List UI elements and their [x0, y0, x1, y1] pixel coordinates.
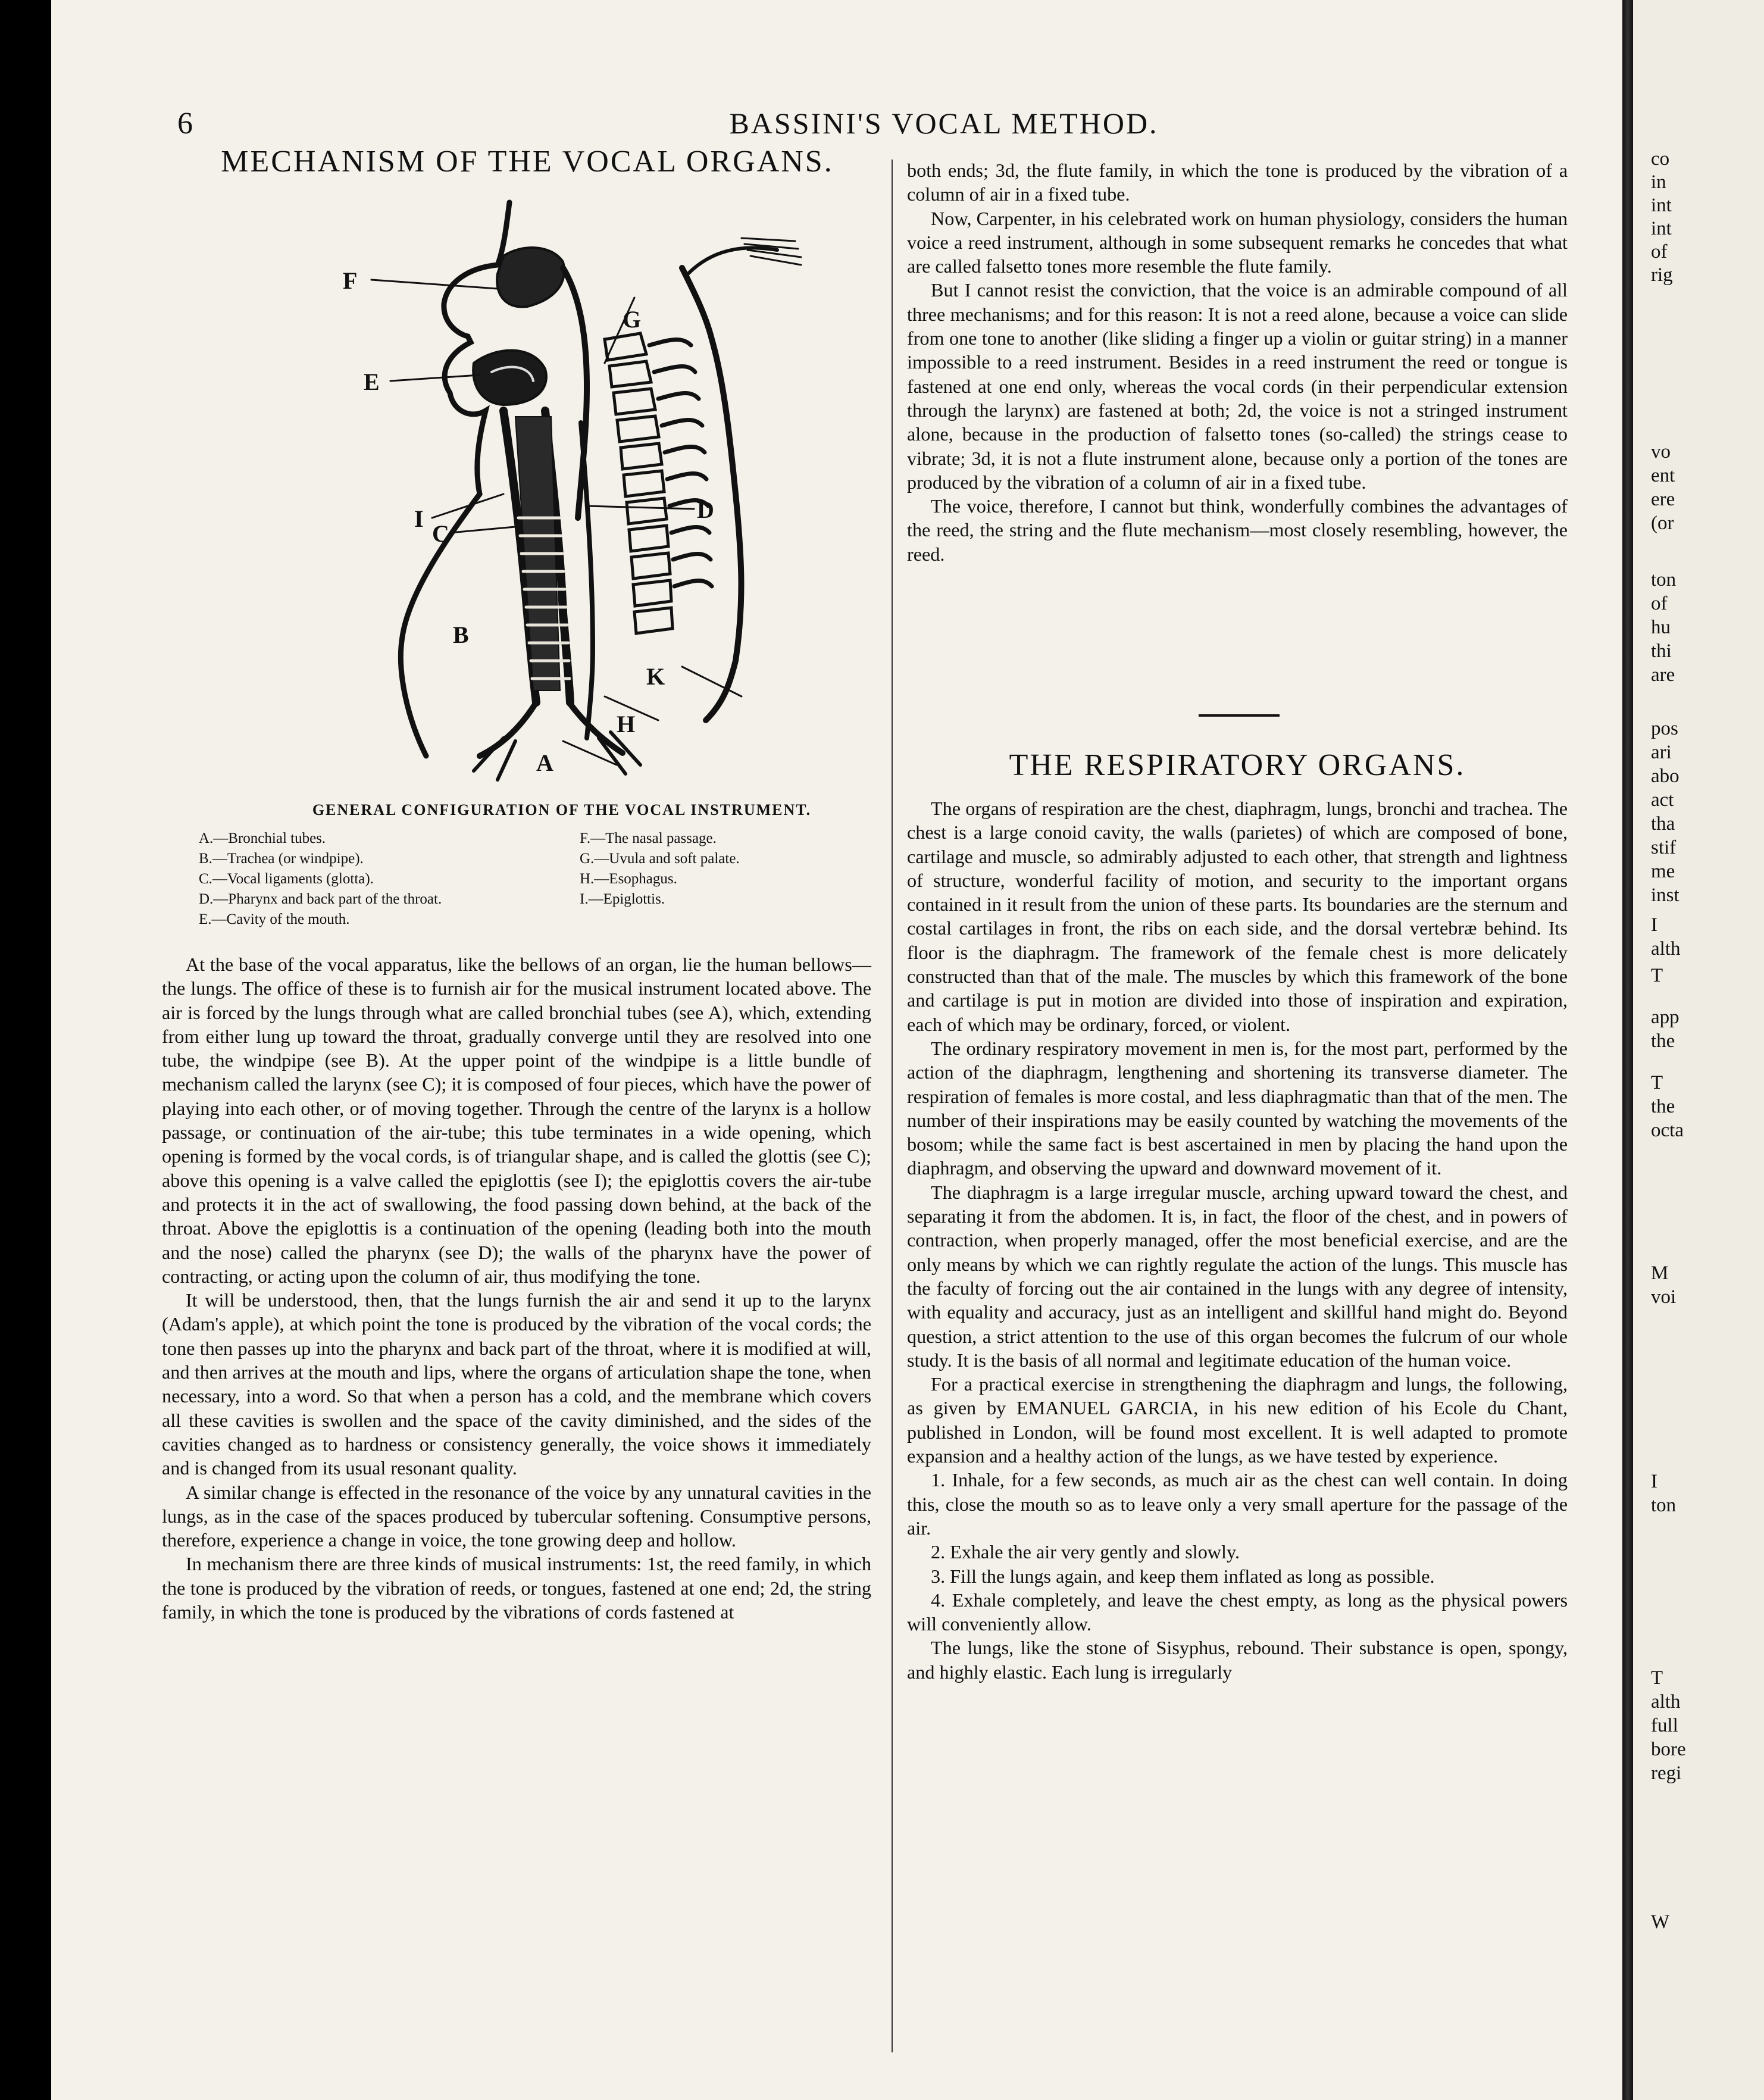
fragment: T — [1651, 1667, 1663, 1689]
running-head: BASSINI'S VOCAL METHOD. — [729, 107, 1159, 140]
paragraph: The diaphragm is a large irregular muscle, arching upward toward the chest, and separating it from the abdomen. It is, in fact, the floor of the chest, and in powers of contraction, when properly managed, offer the most beneficial exercise, and are the only means by which we can rightly regulate the action of the lungs. This muscle has the faculty of forcing out the air contained in the lungs with any degree of intensity, with equality and accuracy, just as an intelligent and skillful hand might do. Beyond question, a strict attention to the use of this organ becomes the fulcrum of our whole study. It is the basis of all normal and legitimate education of the human voice. — [907, 1181, 1568, 1371]
vocal-organs-illustration — [325, 185, 861, 786]
fragment: (or — [1651, 512, 1674, 534]
vocal-organs-figure — [325, 185, 861, 786]
page-number: 6 — [177, 107, 193, 140]
paragraph: 1. Inhale, for a few seconds, as much air as the chest can well contain. In doing this, close the mouth so as to leave only a very small aperture for the passage of the air. — [907, 1469, 1568, 1539]
fragment: I — [1651, 1471, 1657, 1492]
fragment: pos — [1651, 718, 1678, 739]
paragraph: In mechanism there are three kinds of musical instruments: 1st, the reed family, in which the tone is produced by the vibration of reeds, or tongues, fastened at one end; 2d, the string family, in which the tone is produced by the vibrations of cords fastened at — [162, 1553, 871, 1623]
paragraph: 3. Fill the lungs again, and keep them inflated as long as possible. — [931, 1565, 1435, 1587]
paragraph: Now, Carpenter, in his celebrated work on human physiology, considers the human voice a reed instrument, although in some subsequent remarks he concedes that what are called falsetto tones more resemble the flute family. — [907, 207, 1568, 277]
fragment: int — [1651, 195, 1672, 216]
legend-item: D.—Pharynx and back part of the throat. — [199, 891, 442, 907]
fragment: I — [1651, 914, 1657, 936]
right-column-lower-text — [907, 796, 1568, 1684]
fragment: hu — [1651, 617, 1671, 638]
figure-legend-right — [580, 829, 740, 910]
fragment: int — [1651, 218, 1672, 239]
legend-item: A.—Bronchial tubes. — [199, 830, 326, 846]
legend-item: C.—Vocal ligaments (glotta). — [199, 871, 374, 887]
fragment: me — [1651, 861, 1675, 882]
adjacent-page-edge — [1633, 0, 1764, 2100]
fragment: M — [1651, 1262, 1669, 1284]
figure-label-h: H — [617, 711, 636, 738]
paragraph: A similar change is effected in the resonance of the voice by any unnatural cavities in the lungs, as in the case of the spaces produced by tubercular softening. Consumptive persons, therefore, experience a change in voice, the tone growing deep and hollow. — [162, 1481, 871, 1551]
fragment: in — [1651, 171, 1666, 193]
paragraph: The ordinary respiratory movement in men is, for the most part, performed by the action of the diaphragm, lengthening and shortening its transverse diameter. The respiration of females is more costal, and less diaphragmatic than that of the men. The number of their inspirations may be easily counted by watching the movements of the bosom; while the same fact is best ascertained in men by placing the hand upon the diaphragm, and observing the upward and downward movement of it. — [907, 1037, 1568, 1179]
figure-label-g: G — [623, 306, 642, 333]
fragment: T — [1651, 1072, 1663, 1093]
figure-label-f: F — [343, 267, 358, 294]
fragment: ent — [1651, 465, 1675, 486]
paragraph: It will be understood, then, that the lungs furnish the air and send it up to the larynx (Adam's apple), at which point the tone is produced by the vibration of the vocal cords; the tone then passes up into the pharynx and back part of the throat, where it is modified at will, and then arrives at the mouth and lips, where the organs of articulation shape the tone, when necessary, into a word. So that when a person has a cold, and the membrane which covers all these cavities is swollen and the space of the cavity diminished, and the sides of the cavities changed as to hardness or consistency generally, the voice shows it immediately and is changed from its usual resonant quality. — [162, 1289, 871, 1479]
paragraph: 2. Exhale the air very gently and slowly. — [931, 1541, 1240, 1563]
fragment: regi — [1651, 1762, 1682, 1784]
section-title-mechanism: MECHANISM OF THE VOCAL ORGANS. — [221, 145, 834, 179]
fragment: T — [1651, 965, 1663, 986]
fragment: the — [1651, 1096, 1675, 1117]
paragraph: The lungs, like the stone of Sisyphus, rebound. Their substance is open, spongy, and highly elastic. Each lung is irregularly — [907, 1637, 1568, 1683]
fragment: of — [1651, 241, 1668, 262]
legend-item: G.—Uvula and soft palate. — [580, 851, 740, 867]
fragment: of — [1651, 593, 1668, 614]
fragment: ton — [1651, 569, 1677, 590]
fragment: thi — [1651, 640, 1672, 662]
figure-legend-left — [199, 829, 442, 930]
figure-label-i: I — [414, 505, 424, 532]
legend-item: E.—Cavity of the mouth. — [199, 911, 350, 927]
paragraph: 4. Exhale completely, and leave the chest empty, as long as the physical powers will conveniently allow. — [907, 1589, 1568, 1635]
paragraph: The voice, therefore, I cannot but think, wonderfully combines the advantages of the reed, the string and the flute mechanism—most closely resembling, however, the reed. — [907, 495, 1568, 565]
legend-item: F.—The nasal passage. — [580, 830, 717, 846]
fragment: co — [1651, 148, 1670, 170]
fragment: bore — [1651, 1739, 1686, 1760]
paragraph: The organs of respiration are the chest, diaphragm, lungs, bronchi and trachea. The chest is a large conoid cavity, the walls (parietes) of which are composed of bone, cartilage and muscle, so admirably adjusted to each other, that strength and lightness of structure, wonderful facility of motion, and security to the important organs contained in it result from the union of these parts. Its boundaries are the sternum and costal cartilages in front, the ribs on each side, and the dorsal vertebræ behind. Its floor is the diaphragm. The framework of the female chest is more delicately constructed than that of the male. The muscles by which this framework of the bone and cartilage is put in motion are divided into those of inspiration and expiration, each of which may be ordinary, forced, or violent. — [907, 798, 1568, 1035]
fragment: W — [1651, 1911, 1670, 1933]
fragment: ton — [1651, 1495, 1677, 1516]
fragment: ari — [1651, 742, 1672, 763]
section-divider — [1199, 714, 1280, 717]
fragment: rig — [1651, 264, 1673, 286]
figure-caption: GENERAL CONFIGURATION OF THE VOCAL INSTRUMENT. — [312, 801, 812, 818]
fragment: full — [1651, 1715, 1678, 1736]
fragment: ere — [1651, 489, 1675, 510]
right-column-upper-text — [907, 158, 1568, 566]
fragment: abo — [1651, 765, 1679, 787]
figure-label-a: A — [536, 749, 553, 776]
fragment: inst — [1651, 885, 1679, 906]
fragment: octa — [1651, 1120, 1684, 1141]
paragraph: But I cannot resist the conviction, that the voice is an admirable compound of all three mechanisms; and for this reason: It is not a reed alone, because a voice can slide from one tone to another (like sliding a finger up a violin or guitar string) in a manner impossible to a reed instrument. Besides in a reed instrument the reed or tongue is fastened at one end only, whereas the vocal cords (in their perpendicular extension through the larynx) are fastened at both; 2d, the voice is not a stringed instrument alone, because in the production of falsetto tones (so-called) the strings cease to vibrate; 3d, it is not a flute instrument alone, because only a portion of the tones are produced by the vibration of a column of air in a fixed tube. — [907, 279, 1568, 493]
left-column-text — [162, 952, 871, 1624]
fragment: alth — [1651, 938, 1681, 960]
paragraph: At the base of the vocal apparatus, like the bellows of an organ, lie the human bellows—the lungs. The office of these is to furnish air for the musical instrument located above. The air is forced by the lungs through what are called bronchial tubes (see A), which, extending from either lung up toward the throat, gradually converge until they are resolved into one tube, the windpipe (see B). At the upper point of the windpipe is a little bundle of mechanism called the larynx (see C); it is composed of four pieces, which have the power of playing into each other, or of moving together. Through the centre of the larynx is a hollow passage, or continuation of the air-tube; this tube terminates in a wide opening, which opening is formed by the vocal cords, is of triangular shape, and is called the glottis (see C); above this opening is a valve called the epiglottis (see I); the epiglottis covers the air-tube and protects it in the act of swallowing, the food passing down behind, at the back of the throat. Above the epiglottis is a continuation of the opening (leading both into the mouth and the nose) called the pharynx (see D); the walls of the pharynx have the power of contracting, or acting upon the column of air, thus modifying the tone. — [162, 954, 871, 1287]
paragraph: both ends; 3d, the flute family, in which the tone is produced by the vibration of a column of air in a fixed tube. — [907, 160, 1568, 205]
fragment: voi — [1651, 1286, 1677, 1308]
section-title-respiratory: THE RESPIRATORY ORGANS. — [1009, 748, 1466, 782]
fragment: app — [1651, 1007, 1679, 1028]
figure-label-d: D — [697, 496, 714, 523]
column-rule — [892, 160, 893, 2052]
fragment: the — [1651, 1030, 1675, 1052]
fragment: tha — [1651, 813, 1675, 835]
fragment: act — [1651, 789, 1674, 811]
fragment: vo — [1651, 441, 1671, 462]
paragraph: For a practical exercise in strengthening the diaphragm and lungs, the following, as given by EMANUEL GARCIA, in his new edition of his Ecole du Chant, published in London, will be found most excellent. It is well adapted to promote expansion and a healthy action of the lungs, as we have tested by experience. — [907, 1373, 1568, 1467]
legend-item: I.—Epiglottis. — [580, 891, 665, 907]
scanned-page — [51, 0, 1622, 2100]
figure-label-c: C — [432, 520, 449, 547]
fragment: stif — [1651, 837, 1677, 858]
figure-label-e: E — [364, 368, 380, 395]
figure-label-k: K — [646, 663, 665, 690]
legend-item: B.—Trachea (or windpipe). — [199, 851, 364, 867]
page-fold — [1622, 0, 1633, 2100]
fragment: are — [1651, 664, 1675, 686]
figure-label-b: B — [453, 621, 469, 648]
legend-item: H.—Esophagus. — [580, 871, 677, 887]
fragment: alth — [1651, 1691, 1681, 1712]
